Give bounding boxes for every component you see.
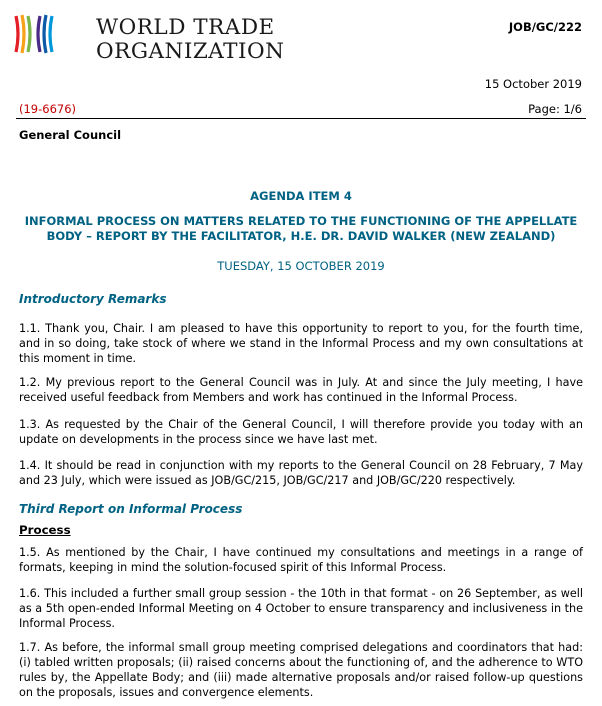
wto-logo-icon — [10, 10, 58, 58]
paragraph-1-6: 1.6. This included a further small group session - the 10th in that format - on 26 September, as well as a 5th open-ended Informal Meeting on 4 October to ensure transparency and inclusiveness in the Informal Process. — [19, 587, 583, 630]
document-symbol: JOB/GC/222 — [508, 20, 582, 34]
document-title-line2: BODY – REPORT BY THE FACILITATOR, H.E. DR. DAVID WALKER (NEW ZEALAND) — [46, 229, 556, 243]
paragraph-1-2: 1.2. My previous report to the General Council was in July. At and since the July meeting, I have received useful feedback from Members and work has continued in the Informal Process. — [19, 376, 583, 404]
organization-name-line1: WORLD TRADE — [96, 15, 275, 40]
agenda-item: AGENDA ITEM 4 — [250, 189, 352, 203]
document-title-line1: INFORMAL PROCESS ON MATTERS RELATED TO THE FUNCTIONING OF THE APPELLATE — [24, 214, 578, 228]
document-title — [10, 214, 592, 244]
document-date: 15 October 2019 — [484, 77, 582, 91]
section-heading-introductory: Introductory Remarks — [19, 292, 167, 306]
paragraph-1-4: 1.4. It should be read in conjunction with my reports to the General Council on 28 February, 7 May and 23 July, which were issued as JOB/GC/215, JOB/GC/217 and JOB/GC/220 respectively. — [19, 459, 583, 487]
section-heading-third-report: Third Report on Informal Process — [19, 502, 243, 516]
paragraph-1-1: 1.1. Thank you, Chair. I am pleased to have this opportunity to report to you, for the fourth time, and in so doing, take stock of where we stand in the Informal Process and my own consultations at this moment in time. — [19, 322, 583, 365]
paragraph-1-3: 1.3. As requested by the Chair of the General Council, I will therefore provide you today with an update on developments in the process since we have last met. — [19, 418, 583, 446]
issuing-body: General Council — [19, 128, 122, 142]
subheading-process: Process — [19, 523, 71, 537]
paragraph-1-7: 1.7. As before, the informal small group meeting comprised delegations and coordinators that had: (i) tabled written proposals; (ii) raised concerns about the functioning of, and the adherence to WTO rules by, the Appellate Body; and (iii) made alternative proposals and/or raised follow-up questions on the proposals, issues and convergence elements. — [19, 641, 583, 699]
paragraph-1-5: 1.5. As mentioned by the Chair, I have continued my consultations and meetings in a range of formats, keeping in mind the solution-focused spirit of this Informal Process. — [19, 546, 583, 574]
header-divider — [16, 118, 586, 119]
reference-number: (19-6676) — [19, 102, 77, 116]
page-number: Page: 1/6 — [528, 102, 582, 116]
meeting-date: TUESDAY, 15 OCTOBER 2019 — [217, 259, 385, 273]
organization-name — [96, 16, 284, 64]
organization-name-line2: ORGANIZATION — [96, 39, 285, 64]
